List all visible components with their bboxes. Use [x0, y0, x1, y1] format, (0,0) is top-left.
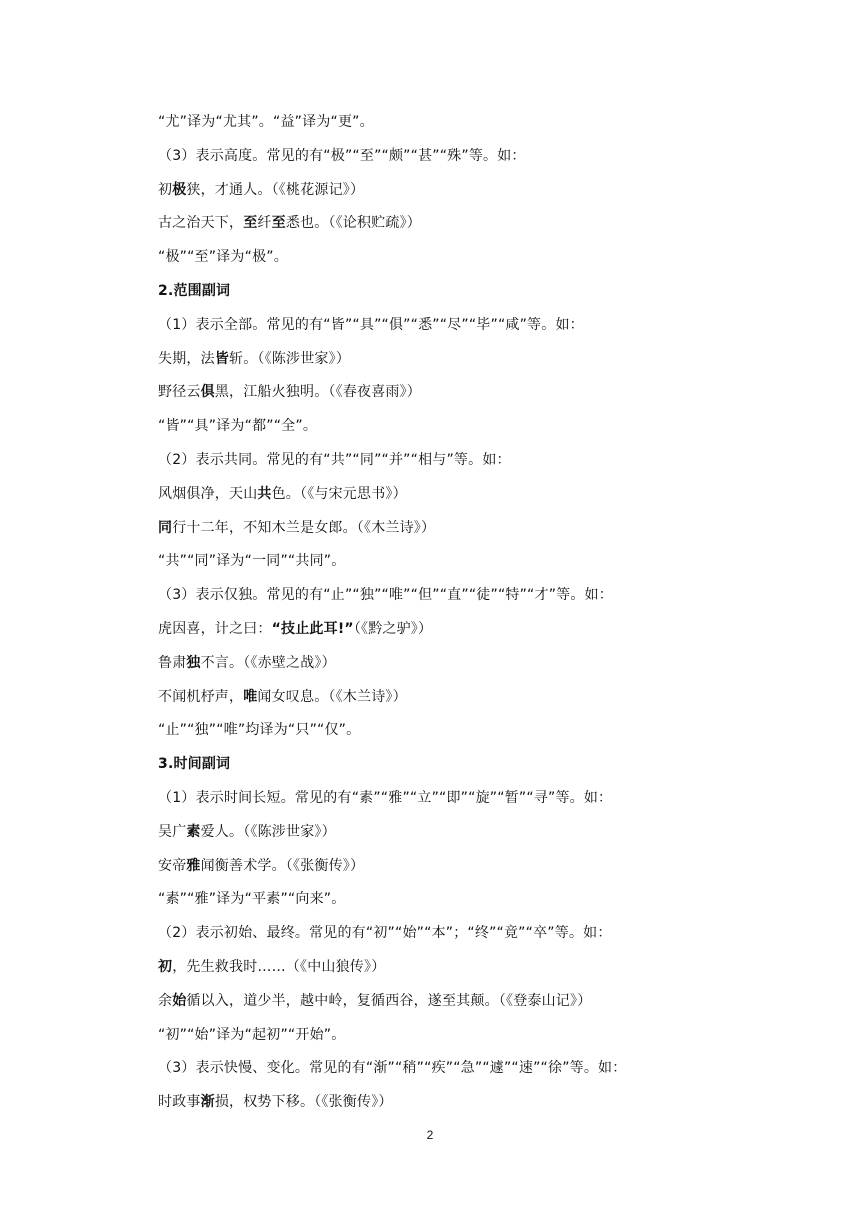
example-sentence	[158, 347, 738, 381]
emphasized-word: 渐	[200, 1094, 215, 1111]
text-run: 3.时间副词	[158, 756, 231, 773]
emphasized-word: 此耳!”	[309, 620, 354, 637]
paragraph-line	[158, 448, 738, 482]
text-run: 时政事	[158, 1094, 201, 1111]
text-run: 不闻机杼声，	[158, 688, 244, 705]
paragraph-line	[158, 583, 738, 617]
paragraph-line	[158, 245, 738, 279]
paragraph-line	[158, 110, 738, 144]
text-run: 鲁肃	[158, 654, 187, 671]
text-run: “共”“同”译为“一同”“共同”。	[158, 553, 346, 570]
paragraph-line	[158, 786, 738, 820]
example-sentence	[158, 651, 738, 685]
text-run: “初”“始”译为“起初”“开始”。	[158, 1026, 346, 1043]
page-number: 2	[426, 1128, 434, 1142]
text-run: 风烟俱净，天山	[158, 485, 258, 502]
example-sentence	[158, 854, 738, 888]
example-sentence	[158, 178, 738, 212]
example-sentence	[158, 955, 738, 989]
text-run: 吴广	[158, 823, 187, 840]
text-run: “尤”译为“尤其”。“益”译为“更”。	[158, 114, 374, 130]
text-run: （3）表示快慢、变化。常见的有“渐”“稍”“疾”“急”“遽”“速”“徐”等。如：	[158, 1060, 627, 1077]
text-run: 斩。（《陈涉世家》）	[229, 350, 351, 367]
emphasized-word: 皆	[214, 350, 230, 367]
text-run: （2）表示共同。常见的有“共”“同”“并”“相与”等。如：	[158, 451, 511, 468]
text-run: 虎因喜，计之曰：	[158, 620, 272, 637]
section-heading	[158, 752, 738, 786]
paragraph-line	[158, 414, 738, 448]
emphasized-word: 共	[257, 485, 272, 502]
emphasized-word: 独	[186, 654, 201, 671]
paragraph-line	[158, 144, 738, 178]
example-sentence	[158, 617, 738, 651]
text-run: 悉也。（《论积贮疏》）	[285, 215, 422, 232]
text-run: 2.范围副词	[158, 282, 231, 299]
text-run: 狭，才通人。（《桃花源记》）	[186, 181, 365, 198]
example-sentence	[158, 482, 738, 516]
text-run: （1）表示全部。常见的有“皆”“具”“俱”“悉”“尽”“毕”“咸”等。如：	[158, 316, 584, 333]
text-run: 循以入，道少半，越中岭，复循西谷，遂至其颠。（《登泰山记》）	[186, 992, 592, 1009]
text-run: 古之治天下，	[158, 215, 244, 232]
text-run: “皆”“具”译为“都”“全”。	[158, 418, 318, 435]
text-run: ，先生救我时……（《中山狼传》）	[172, 958, 386, 975]
emphasized-word: 初	[158, 958, 173, 975]
emphasized-word: 俱	[200, 384, 215, 401]
text-run: 色。（《与宋元思书》）	[271, 485, 407, 502]
example-sentence	[158, 685, 738, 719]
emphasized-word: 始	[172, 992, 187, 1009]
text-run: 余	[158, 992, 173, 1009]
emphasized-word: 极	[172, 181, 187, 198]
text-run: （3）表示仅独。常见的有“止”“独”“唯”“但”“直”“徒”“特”“才”等。如：	[158, 587, 613, 604]
emphasized-word: 唯	[243, 688, 258, 705]
text-run: “极”“至”译为“极”。	[158, 249, 288, 266]
text-run: “素”“雅”译为“平素”“向来”。	[158, 891, 346, 908]
text-run: （《黔之驴》）	[353, 620, 433, 637]
emphasized-word: 同	[158, 519, 173, 536]
text-run: 不言。（《赤壁之战》）	[200, 654, 336, 671]
example-sentence	[158, 211, 738, 245]
emphasized-word: 至	[243, 215, 258, 232]
text-run: 失期，法	[158, 350, 215, 367]
text-run: （2）表示初始、最终。常见的有“初”“始”“本”；“终”“竟”“卒”等。如：	[158, 925, 612, 942]
text-run: “止”“独”“唯”均译为“只”“仅”。	[158, 722, 361, 739]
paragraph-line	[158, 921, 738, 955]
paragraph-line	[158, 313, 738, 347]
emphasized-word: 雅	[186, 857, 201, 874]
text-run: 闻衡善术学。（《张衡传》）	[200, 857, 365, 874]
paragraph-line	[158, 1056, 738, 1090]
example-sentence	[158, 1090, 738, 1124]
text-run: 初	[158, 181, 173, 198]
text-run: （3）表示高度。常见的有“极”“至”“颇”“甚”“殊”等。如：	[158, 147, 526, 164]
paragraph-line	[158, 718, 738, 752]
text-run: 黑，江船火独明。（《春夜喜雨》）	[214, 384, 422, 401]
text-run: 行十二年，不知木兰是女郎。（《木兰诗》）	[172, 519, 436, 536]
paragraph-line	[158, 887, 738, 921]
document-body	[158, 110, 738, 1124]
text-run: 安帝	[158, 857, 187, 874]
example-sentence	[158, 516, 738, 550]
text-run: 损，权势下移。（《张衡传》）	[214, 1094, 393, 1111]
text-run: 闻女叹息。（《木兰诗》）	[257, 688, 407, 705]
example-sentence	[158, 820, 738, 854]
text-run: 爱人。（《陈涉世家》）	[200, 823, 336, 840]
paragraph-line	[158, 549, 738, 583]
emphasized-word: 至	[271, 215, 286, 232]
text-run: （1）表示时间长短。常见的有“素”“雅”“立”“即”“旋”“暂”“寻”等。如：	[158, 789, 613, 806]
paragraph-line	[158, 1023, 738, 1057]
emphasized-word: 素	[186, 823, 201, 840]
text-run: 野径云	[158, 384, 201, 401]
section-heading	[158, 279, 738, 313]
text-run: 纤	[257, 215, 272, 232]
example-sentence	[158, 380, 738, 414]
emphasized-word: “技	[271, 620, 296, 637]
emphasized-word: 止	[295, 620, 310, 637]
example-sentence	[158, 989, 738, 1023]
